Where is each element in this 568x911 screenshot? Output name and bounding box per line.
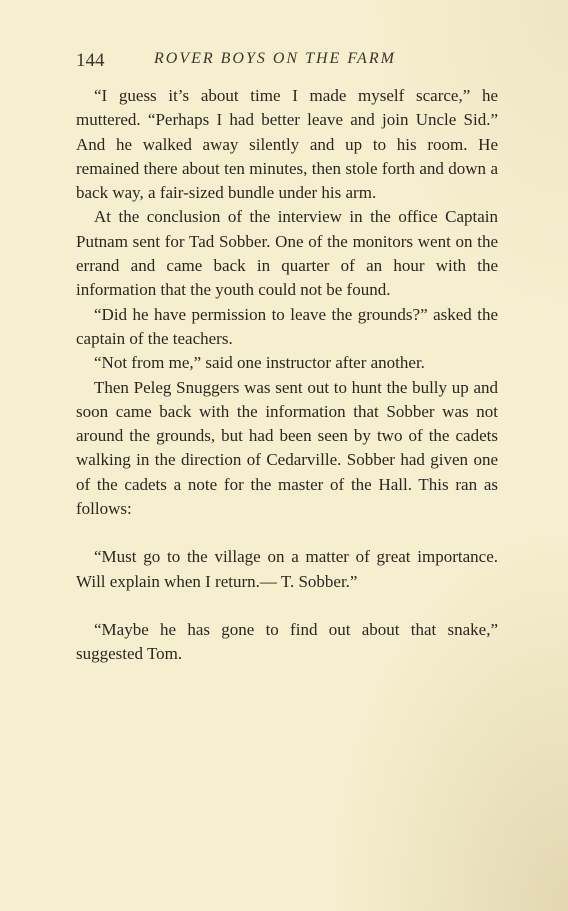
paragraph: Then Peleg Snuggers was sent out to hunt the bully up and soon came back with the information that Sobber was not around the grounds, but had been seen by two of the cadets walking in the direction of Cedarville. Sobber had given one of the cadets a note for the master of the Hall. This ran as follows: [76, 377, 498, 519]
note-paragraph: “Must go to the village on a matter of great importance. Will explain when I return.— T. Sobber.” [76, 547, 498, 591]
paragraph: “Maybe he has gone to find out about that snake,” suggested Tom. [76, 619, 498, 664]
paragraph: “Not from me,” said one instructor after another. [94, 353, 425, 373]
body-text [76, 84, 498, 667]
page-number: 144 [76, 50, 105, 71]
page-header [76, 46, 500, 72]
paragraph: “I guess it’s about time I made myself scarce,” he muttered. “Perhaps I had better leave and join Uncle Sid.” And he walked away silently and up to his room. He remained there about ten minutes, then stole forth and down a back way, a fair-sized bundle under his arm. [76, 86, 498, 203]
paragraph: At the conclusion of the interview in the office Captain Putnam sent for Tad Sobber. One of the monitors went on the errand and came back in quarter of an hour with the information that the youth could not be found. [76, 207, 498, 300]
running-head: ROVER BOYS ON THE FARM [154, 50, 396, 67]
paragraph: “Did he have permission to leave the grounds?” asked the captain of the teachers. [76, 304, 498, 348]
